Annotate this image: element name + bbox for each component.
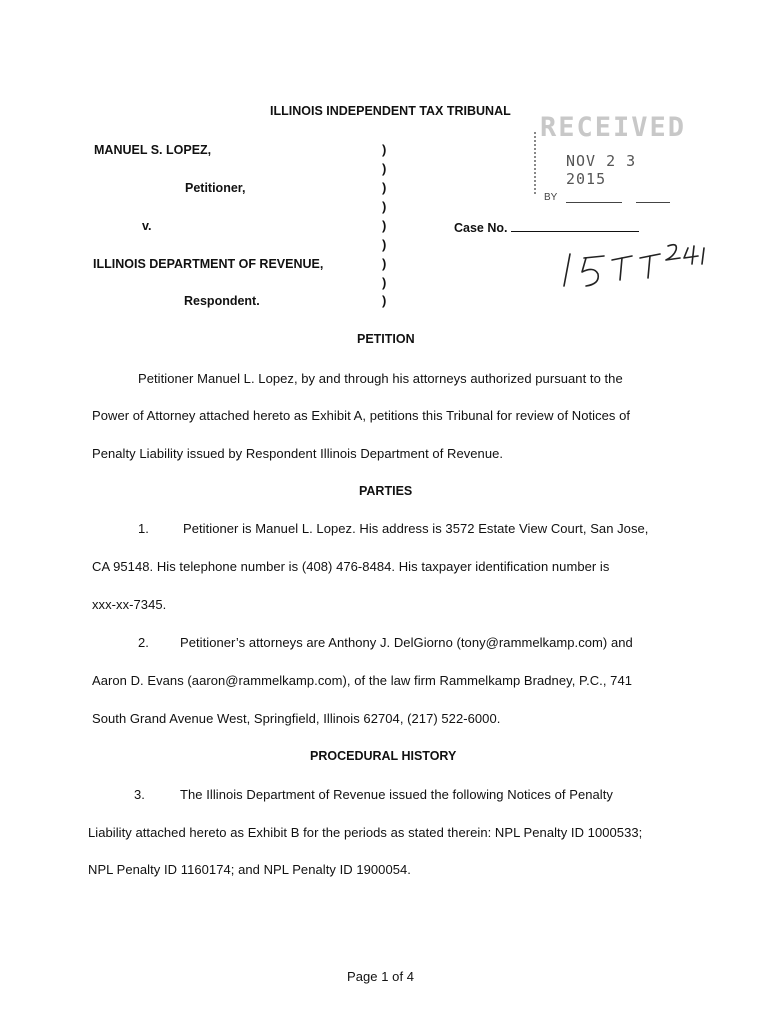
caption-paren: ) [382, 256, 387, 271]
paragraph-line: Petitioner is Manuel L. Lopez. His address is 3572 Estate View Court, San Jose, [183, 521, 649, 536]
received-stamp [534, 112, 687, 208]
stamp-date: NOV 2 3 2015 [566, 152, 637, 188]
caption-paren: ) [382, 275, 387, 290]
caption-paren: ) [382, 293, 387, 308]
caption-paren: ) [382, 218, 387, 233]
versus-label: v. [142, 219, 152, 233]
paragraph-line: South Grand Avenue West, Springfield, Illinois 62704, (217) 522-6000. [92, 711, 501, 726]
case-number-label: Case No. [454, 221, 508, 235]
caption-paren: ) [382, 161, 387, 176]
petitioner-name: MANUEL S. LOPEZ, [94, 143, 212, 157]
paragraph-line: Aaron D. Evans (aaron@rammelkamp.com), of the law firm Rammelkamp Bradney, P.C., 741 [92, 673, 632, 688]
parties-heading: PARTIES [359, 484, 413, 498]
paragraph-line: Liability attached hereto as Exhibit B for the periods as stated therein: NPL Penalty ID 1000533; [88, 825, 643, 840]
case-number-field [454, 219, 639, 235]
stamp-signature-line-2 [636, 202, 670, 203]
case-number-line [511, 219, 639, 232]
caption-paren: ) [382, 180, 387, 195]
caption-paren: ) [382, 199, 387, 214]
stamp-by-label: BY [544, 192, 558, 203]
petition-heading: PETITION [357, 332, 415, 346]
paragraph-number: 3. [134, 787, 145, 802]
tribunal-heading: ILLINOIS INDEPENDENT TAX TRIBUNAL [270, 104, 511, 118]
paragraph-line: NPL Penalty ID 1160174; and NPL Penalty ID 1900054. [88, 862, 411, 877]
petition-line: Petitioner Manuel L. Lopez, by and through his attorneys authorized pursuant to the [138, 371, 623, 386]
petition-line: Power of Attorney attached hereto as Exhibit A, petitions this Tribunal for review of Notices of [92, 408, 631, 423]
caption-paren: ) [382, 142, 387, 157]
respondent-name: ILLINOIS DEPARTMENT OF REVENUE, [93, 257, 324, 271]
procedural-history-heading: PROCEDURAL HISTORY [310, 749, 457, 763]
stamp-received-text: RECEIVED [540, 112, 687, 143]
petition-line: Penalty Liability issued by Respondent Illinois Department of Revenue. [92, 446, 504, 461]
petitioner-role: Petitioner, [185, 181, 246, 195]
paragraph-line: CA 95148. His telephone number is (408) 476-8484. His taxpayer identification number is [92, 559, 610, 574]
stamp-signature-line [566, 202, 622, 203]
paragraph-number: 2. [138, 635, 149, 650]
paragraph-line: Petitioner’s attorneys are Anthony J. DelGiorno (tony@rammelkamp.com) and [180, 635, 633, 650]
paragraph-line: The Illinois Department of Revenue issued the following Notices of Penalty [180, 787, 613, 802]
paragraph-line: xxx-xx-7345. [92, 597, 167, 612]
paragraph-number: 1. [138, 521, 149, 536]
page-number: Page 1 of 4 [347, 969, 415, 984]
respondent-role: Respondent. [184, 294, 260, 308]
caption-paren: ) [382, 237, 387, 252]
handwritten-case-number [560, 240, 710, 296]
